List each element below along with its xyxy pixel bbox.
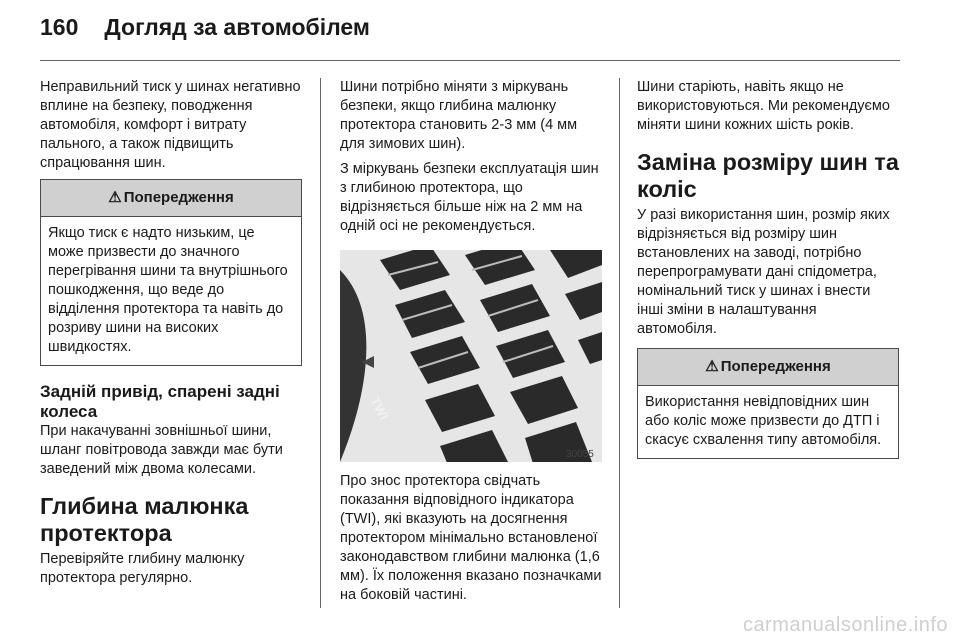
intro-paragraph: Неправильний тиск у шинах негативно вплине на безпеку, поводження автомобіля, комфорт і витрату пального, а також підвищить спрацювання шин. xyxy=(40,79,301,171)
warning-triangle-icon: ⚠ xyxy=(108,189,122,206)
section-title-tread-depth: Глибина малюнка протектора xyxy=(40,493,249,546)
section-title-size-change: Заміна розміру шин та коліс xyxy=(637,149,899,202)
tire-tread-illustration xyxy=(340,250,602,462)
warning-box-1 xyxy=(40,179,302,366)
warning-header xyxy=(41,180,301,217)
page-header xyxy=(40,14,370,41)
warning-title: Попередження xyxy=(720,358,831,375)
column-divider-2 xyxy=(619,78,620,608)
warning-box-2 xyxy=(637,348,899,459)
column-1 xyxy=(40,78,302,588)
column-2 xyxy=(340,78,602,605)
warning-header xyxy=(638,349,898,386)
column-divider-1 xyxy=(320,78,321,608)
paragraph-tire-aging: Шини старіють, навіть якщо не використовуються. Ми рекомендуємо міняти шини кожних шість років. xyxy=(637,79,890,133)
header-rule xyxy=(40,60,900,61)
paragraph-twi-indicator: Про знос протектора свідчать показання відповідного індикатора (TWI), які вказують на досягнення протектором мінімально встановленої законодавством глибини малюнка (1,6 мм). Їх положення вказано позначками на боковій частині. xyxy=(340,473,602,603)
image-code: 30055 xyxy=(566,449,594,460)
page-number: 160 xyxy=(40,14,79,40)
section-text-size-change: У разі використання шин, розмір яких відрізняється від розміру шин встановлених на заводі, потрібно перепрограмувати дані спідометра, номінальний тиск у шинах і внести інші зміни в налаштування автомобіля. xyxy=(637,207,890,337)
watermark: carmanualsonline.info xyxy=(742,614,948,636)
twi-label: TWI xyxy=(367,394,392,423)
column-3 xyxy=(637,78,899,459)
paragraph-axle-difference: З міркувань безпеки експлуатація шин з глибиною протектора, що відрізняється більше ніж на 2 мм на одній осі не рекомендується. xyxy=(340,161,599,234)
warning-triangle-icon: ⚠ xyxy=(705,358,719,375)
section-title-rear-drive: Задній привід, спарені задні колеса xyxy=(40,382,280,421)
warning-title: Попередження xyxy=(123,189,234,206)
paragraph-change-tires: Шини потрібно міняти з міркувань безпеки, якщо глибина малюнку протектора становить 2-3 мм (4 мм для зимових шин). xyxy=(340,79,578,152)
tire-tread-svg xyxy=(340,250,602,462)
warning-text: Використання невідповідних шин або коліс може призвести до ДТП і скасує схвалення типу автомобіля. xyxy=(645,394,882,448)
section-text-rear-drive: При накачуванні зовнішньої шини, шланг повітровода завжди має бути заведений між двома колесами. xyxy=(40,423,283,477)
section-text-tread-depth: Перевіряйте глибину малюнку протектора регулярно. xyxy=(40,551,245,586)
page-title: Догляд за автомобілем xyxy=(104,14,370,40)
warning-text: Якщо тиск є надто низьким, це може призвести до значного перегрівання шини та внутрішнього пошкодження, що веде до відділення протектора та навіть до розриву шини на високих швидкостях. xyxy=(48,225,288,355)
